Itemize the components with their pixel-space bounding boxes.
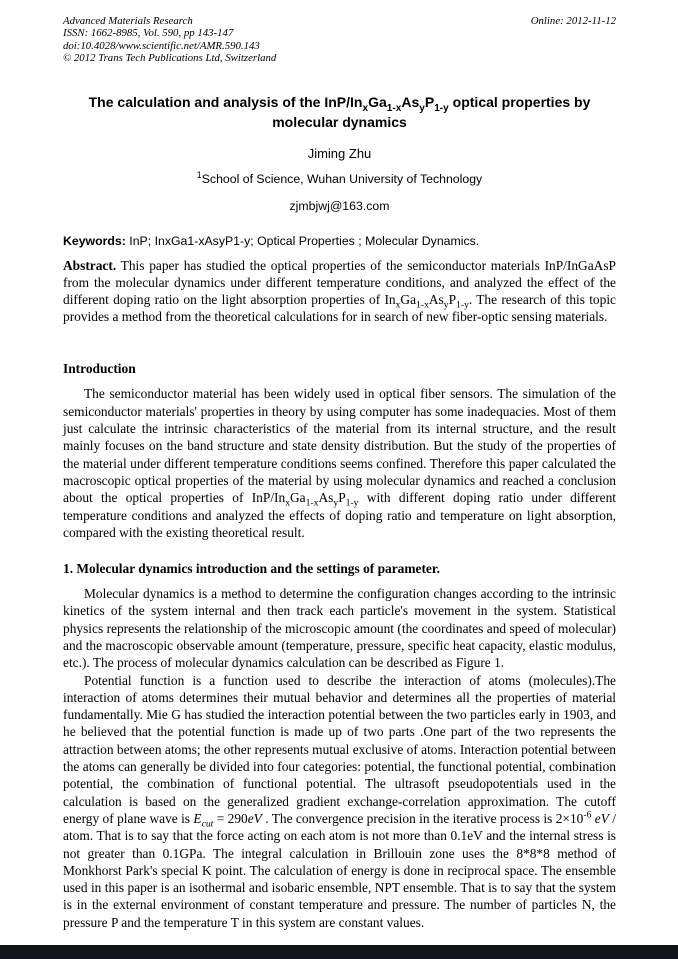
online-date: Online: 2012-11-12 bbox=[530, 15, 616, 27]
journal-header-row bbox=[63, 15, 616, 27]
author-name: Jiming Zhu bbox=[307, 145, 372, 161]
section-heading-introduction: Introduction bbox=[63, 361, 136, 377]
issn-line: ISSN: 1662-8985, Vol. 590, pp 143-147 bbox=[63, 27, 234, 40]
email-address: zjmbjwj@163.com bbox=[289, 198, 390, 213]
abstract-paragraph bbox=[63, 257, 616, 326]
paper-title: The calculation and analysis of the InP/$In_xGa_{1-x}As_yP_{1-y}$ optical properties by molecular dynamics bbox=[88, 93, 591, 131]
journal-header bbox=[63, 15, 616, 65]
abstract-label: Abstract. bbox=[63, 257, 117, 273]
section-heading-molecular-dynamics: 1. Molecular dynamics introduction and the settings of parameter. bbox=[63, 561, 440, 577]
abstract-text: This paper has studied the optical properties of the semiconductor materials InP/InGaAsP from the molecular dynamics under different temperature conditions, and analyzed the effect of the different doping ratio on the light absorption properties of $In_xGa_{1-x}As_yP_{1-y}$. The research of this topic provides a method from the theoretical calculations for in search of new fiber-optic sensing materials. bbox=[63, 257, 616, 325]
doi-line: doi:10.4028/www.scientific.net/AMR.590.143 bbox=[63, 39, 260, 52]
journal-name: Advanced Materials Research bbox=[63, 15, 193, 27]
bottom-bar bbox=[0, 945, 678, 959]
affiliation: $^1$School of Science, Wuhan University of Technology bbox=[196, 169, 483, 186]
introduction-paragraph: The semiconductor material has been widely used in optical fiber sensors. The simulation of the semiconductor materials' properties in theory by using computer has some inadequacies. Most of them just calculate the intrinsic characteristics of the material from its internal structure, and the result mainly focuses on the band structure and state density distribution. But the study of the properties of the material under different temperature conditions seems confined. Therefore this paper calculated the macroscopic optical properties of the material by using molecular dynamics and reached a conclusion about the optical properties of InP/$In_xGa_{1-x}As_yP_{1-y}$ with different doping ratio under different temperature conditions and analyzed the effects of doping ratio and temperature on light absorption, compared with the existing theoretical result. bbox=[63, 386, 616, 540]
keywords-line bbox=[63, 234, 616, 248]
keywords-text: InP; InxGa1-xAsyP1-y; Optical Properties ; Molecular Dynamics. bbox=[125, 233, 480, 248]
keywords-label: Keywords: bbox=[63, 233, 126, 248]
molecular-dynamics-paragraph-2: Potential function is a function used to describe the interaction of atoms (molecules).The interaction of atoms determines their mutual behavior and determines all the properties of material fundamentally. Mie G has studied the interaction potential between the two particles early in 1903, and he believed that the potential function is made up of two parts .One part of the two represents the attraction between atoms; the other represents mutual exclusive of atoms. Interaction potential between the atoms can generally be divided into four categories: potential, the functional potential, combination potential, the combination of functional potential. The ultrasoft pseudopotentials used in the calculation is based on the generalized gradient exchange-correlation approximation. The cutoff energy of plane wave is $E_{cut} = 290eV$ . The convergence precision in the iterative process is $2\times 10^{-6}$ eV / atom. That is to say that the force acting on each atom is not more than 0.1eV and the internal stress is not greater than 0.1GPa. The integral calculation in Brillouin zone uses the 8*8*8 method of Monkhorst Park's special K point. The calculation of energy is done in reciprocal space. The ensemble used in this paper is an isothermal and isobaric ensemble, NPT ensemble. That is to say that the system is in the external environment of constant temperature and pressure. The number of particles N, the pressure P and the temperature T in this system are constant values. bbox=[63, 672, 616, 930]
molecular-dynamics-paragraph-1: Molecular dynamics is a method to determine the configuration changes according to the intrinsic kinetics of the system internal and then track each particle's movement in the system. Statistical physics represents the relationship of the microscopic amount (the coordinates and speed of molecular) and the macroscopic observable amount (temperature, pressure, specific heat capacity, elastic modulus, etc.). The process of molecular dynamics calculation can be described as Figure 1. bbox=[63, 586, 616, 671]
copyright-line: © 2012 Trans Tech Publications Ltd, Switzerland bbox=[63, 52, 277, 65]
